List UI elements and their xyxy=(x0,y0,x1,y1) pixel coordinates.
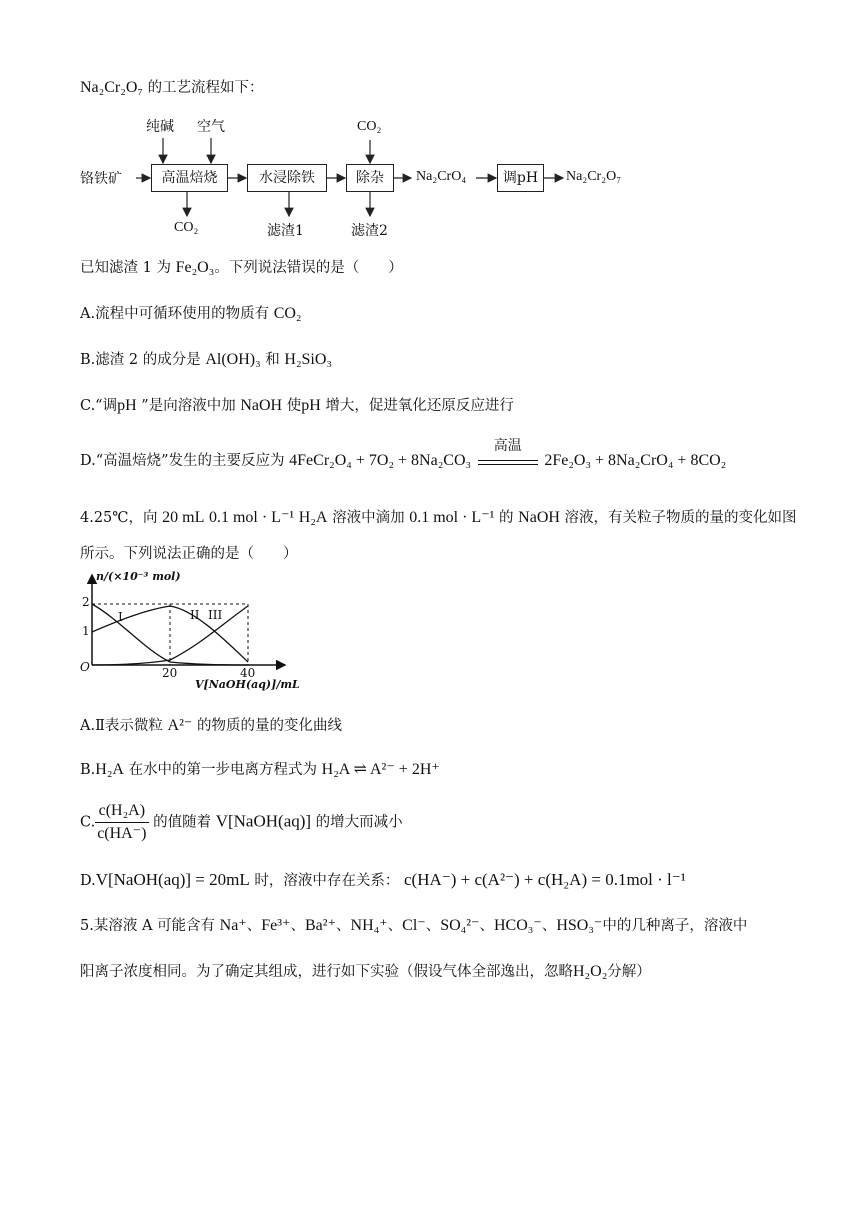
q4-stem-naoh: NaOH xyxy=(518,509,560,526)
q4-stem-conc2: 0.1 mol · L⁻¹ xyxy=(409,509,495,526)
q5-sep-3: 、 xyxy=(336,918,351,934)
flow-start-label: 铬铁矿 xyxy=(80,171,122,187)
q4-graph-xlabel: V[NaOH(aq)]/mL xyxy=(195,678,300,691)
q4-option-d-equation: c(HA⁻) + c(A²⁻) + c(H₂A) = 0.1mol · l⁻¹ xyxy=(403,870,686,889)
q4-option-c xyxy=(80,800,403,845)
q5-text-c: 阳离子浓度相同。为了确定其组成，进行如下实验（假设气体全部逸出，忽略 xyxy=(80,964,573,980)
q3-option-c-text-a: C.“调 xyxy=(80,398,118,414)
q5-ion-ba: Ba²⁺ xyxy=(305,917,337,934)
q5-sep-4: 、 xyxy=(387,918,403,934)
q4-option-c-text-b: 的值随着 xyxy=(153,814,212,831)
q4-option-c-numerator: c(H₂A) xyxy=(95,800,148,823)
q3-option-c xyxy=(80,396,514,416)
q5-text-a: 5.某溶液 A 可能含有 xyxy=(80,918,216,934)
q4-option-b xyxy=(80,760,440,780)
q3-option-c-text-b: ”是向溶液中加 xyxy=(141,398,236,414)
q4-graph-xtick-40: 40 xyxy=(240,666,256,680)
q5-text-b: 中的几种离子，溶液中 xyxy=(602,918,748,934)
q5-ion-hso3: HSO₃⁻ xyxy=(556,917,603,934)
q3-option-c-text-c: 使 xyxy=(286,398,302,414)
q4-option-d xyxy=(80,870,686,891)
q4-option-c-fraction xyxy=(95,800,148,845)
q5-sep-1: 、 xyxy=(246,918,262,934)
q4-stem-text-d: 溶液，有关粒子物质的量的变化如图 xyxy=(564,510,797,526)
q4-graph-origin: O xyxy=(80,660,90,674)
flow-box-leaching: 水浸除铁 xyxy=(247,164,327,192)
q3-option-d xyxy=(80,438,727,472)
q3-option-b-text: B.滤渣 2 的成分是 xyxy=(80,352,201,368)
q4-option-a-text-a: A.Ⅱ表示微粒 xyxy=(80,718,163,734)
flow-box-roasting: 高温焙烧 xyxy=(151,164,228,192)
q3-option-c-text-d: 增大，促进氧化还原反应进行 xyxy=(325,398,514,414)
q5-ion-na: Na⁺ xyxy=(219,917,247,934)
q5-sep-5: 、 xyxy=(425,918,441,934)
q3-stem-formula: Fe₂O₃ xyxy=(175,259,215,276)
q4-option-a xyxy=(80,716,342,736)
q4-option-c-volume: V[NaOH(aq)] xyxy=(215,811,312,831)
q4-option-c-denominator: c(HA⁻) xyxy=(97,825,147,842)
q3-option-a xyxy=(80,304,302,324)
q4-option-d-text: 时，溶液中存在关系： xyxy=(254,873,400,889)
q4-stem-text-a: 4.25℃，向 xyxy=(80,510,158,526)
q4-option-d-label: D. xyxy=(80,873,96,889)
q5-text-d: 分解） xyxy=(607,964,651,980)
flow-input-soda: 纯碱 xyxy=(146,119,174,135)
q4-option-b-text: 在水中的第一步电离方程式为 xyxy=(128,762,318,778)
q3-stem-text-a: 已知滤渣 1 为 xyxy=(80,260,171,276)
q4-option-b-h2a: H₂A xyxy=(95,761,124,778)
flow-product: Na₂Cr₂O₇ xyxy=(566,169,622,184)
flow-input-air: 空气 xyxy=(197,119,225,135)
flow-intermediate: Na₂CrO₄ xyxy=(416,169,467,184)
q5-h2o2: H₂O₂ xyxy=(573,963,608,980)
q4-graph-label-ii: II xyxy=(190,608,200,622)
q4-graph-svg xyxy=(80,570,300,695)
q4-graph-xtick-20: 20 xyxy=(162,666,178,680)
q3-option-b-formula2: H₂SiO₃ xyxy=(284,351,332,368)
q4-stem-line2: 所示。下列说法正确的是（ ） xyxy=(80,546,298,562)
q5-ion-so4: SO₄²⁻ xyxy=(440,917,480,934)
q4-graph-ytick-1: 1 xyxy=(82,624,90,638)
flow-output-residue2: 滤渣2 xyxy=(351,223,388,239)
q3-option-d-rhs: 2Fe₂O₃ + 8Na₂CrO₄ + 8CO₂ xyxy=(544,452,727,469)
intro-text: 的工艺流程如下： xyxy=(147,80,264,96)
q4-option-b-equation: H₂A ⇌ A²⁻ + 2H⁺ xyxy=(321,761,440,778)
flow-box-impurity: 除杂 xyxy=(346,164,394,192)
q4-option-c-label: C. xyxy=(80,814,96,831)
q4-option-a-ion: A²⁻ xyxy=(167,717,193,734)
q5-sep-6: 、 xyxy=(479,918,494,934)
q5-line2 xyxy=(80,962,651,982)
q3-option-c-ph2: pH xyxy=(301,397,321,414)
q3-option-d-equals-sign xyxy=(476,438,540,472)
q3-option-a-formula: CO₂ xyxy=(273,305,302,322)
q4-option-c-text-c: 的增大而减小 xyxy=(315,814,403,831)
q5-sep-7: 、 xyxy=(541,918,557,934)
q3-stem xyxy=(80,258,403,278)
q3-option-c-naoh: NaOH xyxy=(240,397,283,414)
q4-graph xyxy=(80,570,300,695)
q4-stem-conc1: 0.1 mol · L⁻¹ xyxy=(208,509,295,526)
q5-ion-nh4: NH₄⁺ xyxy=(350,917,388,934)
q3-option-a-text: A.流程中可循环使用的物质有 xyxy=(80,306,270,322)
q3-option-b-and: 和 xyxy=(265,352,280,368)
q4-stem-h2a: H₂A xyxy=(298,509,328,526)
q4-option-d-condition: V[NaOH(aq)] = 20mL xyxy=(95,870,250,889)
q4-stem-text-c: 的 xyxy=(499,510,514,526)
q5-ion-hco3: HCO₃⁻ xyxy=(494,917,542,934)
q5-ion-fe: Fe³⁺ xyxy=(261,917,291,934)
flow-output-residue1: 滤渣1 xyxy=(267,223,304,239)
q3-option-b xyxy=(80,350,332,370)
q3-stem-text-b: 。下列说法错误的是（ ） xyxy=(214,260,403,276)
q3-option-d-text: D.“高温焙烧”发生的主要反应为 xyxy=(80,453,285,469)
q3-option-d-lhs: 4FeCr₂O₄ + 7O₂ + 8Na₂CO₃ xyxy=(289,452,472,469)
q3-option-d-condition: 高温 xyxy=(493,438,522,454)
q4-graph-ytick-2: 2 xyxy=(82,595,90,609)
q5-ion-cl: Cl⁻ xyxy=(402,917,426,934)
flow-box-ph: 调pH xyxy=(497,164,544,192)
q3-option-b-formula1: Al(OH)₃ xyxy=(205,351,261,368)
q5-sep-2: 、 xyxy=(290,918,305,934)
q4-stem-volume: 20 mL xyxy=(162,509,205,526)
q4-graph-ylabel: n/(×10⁻³ mol) xyxy=(96,570,181,583)
q4-stem-text-b: 溶液中滴加 xyxy=(332,510,405,526)
q4-graph-label-iii: III xyxy=(208,608,223,622)
intro-line xyxy=(80,78,264,98)
q4-option-a-text-b: 的物质的量的变化曲线 xyxy=(196,718,342,734)
process-flow-diagram xyxy=(78,110,678,245)
q4-stem-line1 xyxy=(80,508,797,528)
intro-formula: Na₂Cr₂O₇ xyxy=(80,79,143,96)
q3-option-c-ph1: pH xyxy=(117,397,137,414)
flow-input-co2: CO₂ xyxy=(357,119,382,134)
q5-line1 xyxy=(80,916,747,936)
q4-graph-label-i: I xyxy=(118,610,123,624)
q4-option-b-label: B. xyxy=(80,762,96,778)
flow-output-co2: CO₂ xyxy=(174,220,199,235)
